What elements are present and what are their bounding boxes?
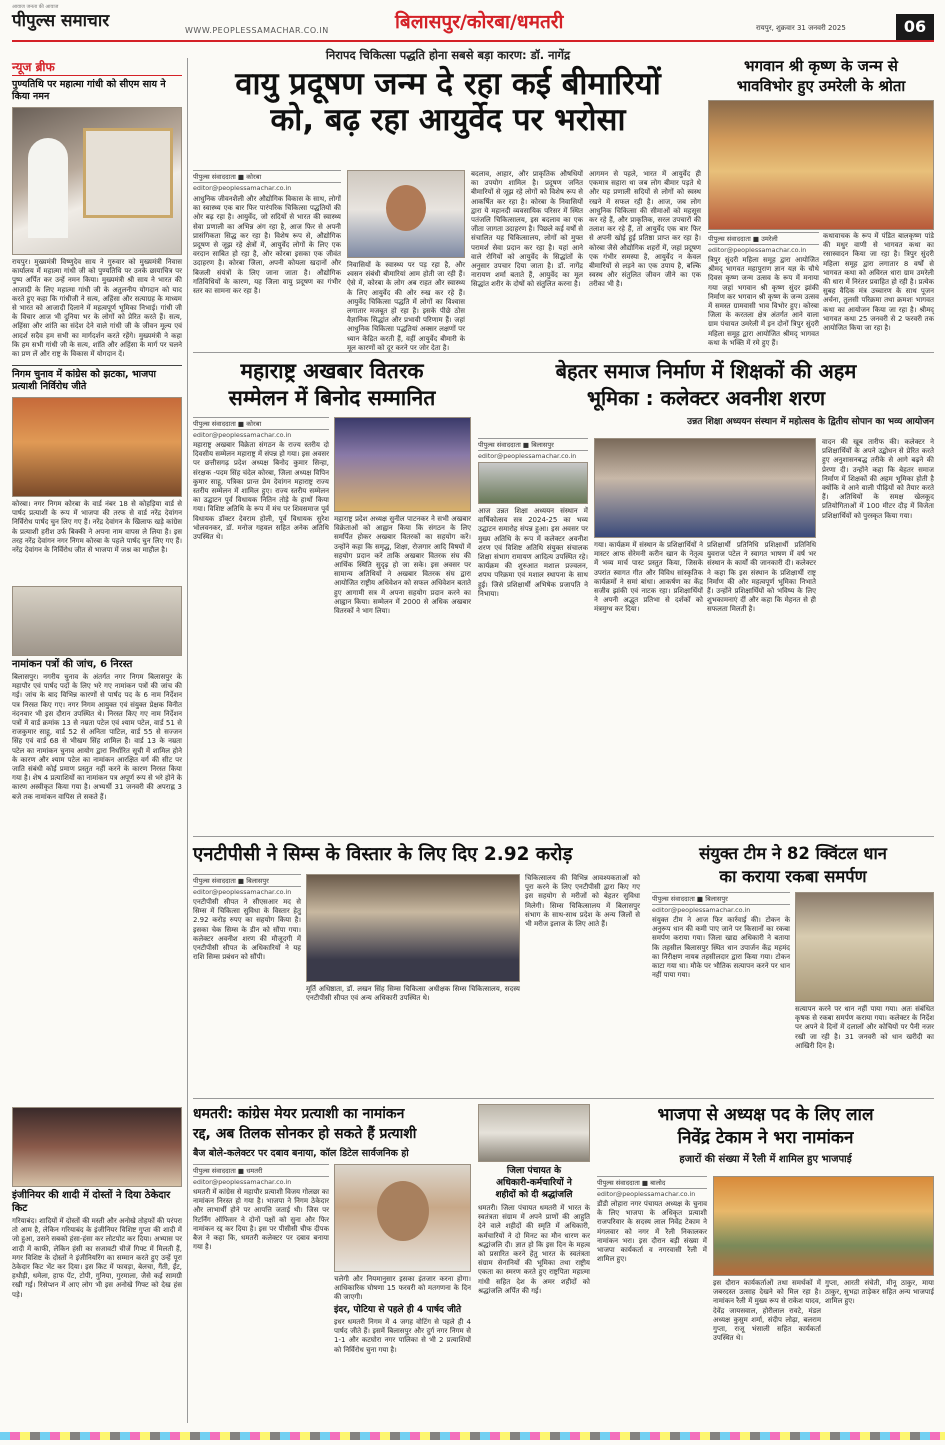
print-color-bar: [0, 1432, 945, 1440]
ayurveda-col4: आगमन से पहले, भारत में आयुर्वेद ही एकमात्र सहारा था जब लोग बीमार पड़ते थे और यह प्रणाली सदियों से लोगों को स्वस्थ रखने में सफल रही है। आज, जब लोग आधुनिक चिकित्सा की सीमाओं को महसूस कर रहे हैं, और प्राकृतिक, सरल उपचारों की तलाश कर रहे हैं, तो आयुर्वेद एक बार फिर से अपनी खोई हुई प्रतिष्ठा प्राप्त कर रहा है। कोरबा जैसे औद्योगिक शहरों में, जहां प्रदूषण एक गंभीर समस्या है, आयुर्वेद न केवल बीमारियों से लड़ने का एक उपाय है, बल्कि स्वस्थ और संतुलित जीवन जीने का एक तरीका भी है।: [589, 170, 701, 289]
teachers-col1: आज उन्नत शिक्षा अध्ययन संस्थान में वार्षिकोत्सव सत्र 2024-25 का भव्य उद्घाटन समारोह संपन्न हुआ। इस अवसर पर मुख्य अतिथि के रूप में कलेक्टर अवनीश शरण एवं विशिष्ट अतिथि संयुक्त संचालक शिक्षा संभाग रामायण आदित्य उपस्थित रहे। कार्यक्रम की शुरुआत मशाल प्रज्वलन, शपथ परिक्रमा एवं मशाल स्थापना के साथ हुई। जिसे प्रशिक्षार्थी अभिषेक प्रजापति ने निभाया।: [478, 507, 588, 598]
article-bjp-nomination: [597, 1104, 934, 1426]
logo: [12, 4, 162, 36]
site-url[interactable]: WWW.PEOPLESSAMACHAR.CO.IN: [185, 26, 329, 35]
ntpc-email: editor@peoplessamachar.co.in: [193, 888, 292, 896]
dhamtari-col3: इधर धमतरी निगम में 4 जगह वोटिंग से पहले ही 4 पार्षद जीते हैं। इसमें बिलासपुर और दुर्ग नगर निगम से 1-1 और कटघोरा नगर पालिका से भी 2 प्रत्याशियों को निर्विरोध चुना गया है।: [334, 1318, 471, 1354]
paddy-headline-2: का कराया रकबा समर्पण: [719, 867, 867, 886]
teachers-headline-1: बेहतर समाज निर्माण में शिक्षकों की अहम: [555, 359, 857, 383]
teachers-byline: पीपुल्स संवाददाता ■ बिलासपुर: [478, 438, 588, 451]
ntpc-headline: एनटीपीसी ने सिम्स के विस्तार के लिए दिए 2.92 करोड़: [193, 844, 573, 865]
dhamtari-sidehead: इंदर, पोटिया से पहले ही 4 पार्षद जीते: [334, 1305, 462, 1315]
teachers-col3: प्रशिक्षार्थी प्रतिनिधि प्रशिक्षार्थी प्रतिनिधि युवराज पटेल ने स्वागत भाषण में वर्ष भर संस्थान के कार्यों की जानकारी दी। कलेक्टर ने कहा कि इस संस्थान के प्रशिक्षार्थी राष्ट्र निर्माण की ओर महत्वपूर्ण भूमिका निभाते हैं। उन्होंने प्रशिक्षार्थियों को भविष्य के लिए शुभकामनाएं दीं और कहा कि मेहनत से ही सफलता मिलती है।: [707, 541, 816, 614]
doctor-photo: [347, 170, 465, 258]
ayurveda-headline-2: को, बढ़ रहा आयुर्वेद पर भरोसा: [270, 102, 626, 138]
page-number: 06: [896, 14, 934, 40]
article-ntpc: [193, 842, 645, 1094]
march-past-photo: [478, 462, 588, 504]
ayurveda-email: editor@peoplessamachar.co.in: [193, 184, 292, 192]
dhamtari-headline-1: धमतरी: कांग्रेस मेयर प्रत्याशी का नामांकन: [193, 1106, 405, 1122]
column-divider: [187, 58, 188, 1423]
brief3-headline: नामांकन पत्रों की जांच, 6 निरस्त: [12, 659, 133, 670]
tribute-headline-1: जिला पंचायत के: [506, 1166, 562, 1176]
ayurveda-col3: बदलाव, आहार, और प्राकृतिक औषधियों का उपयोग शामिल है। प्रदूषण जनित बीमारियों से जूझ रहे लोगों को विशेष रूप से आकर्षित कर रहा है। कोरबा के निवासियों द्वारा ये महानदी व्यवसायिक परिसर में स्थित पतंजलि चिकित्सालय, इस बदलाव का एक जीता जागता उदाहरण है। पिछले कई वर्षों से संचालित यह चिकित्सालय, लोगों को मुफ्त परामर्श सेवा प्रदान कर रहा है। यहां आने वाले रोगियों को आयुर्वेद के सिद्धांतों के अनुसार उपचार दिया जाता है। डॉ. नागेंद्र नारायण शर्मा बताते हैं, आयुर्वेद का मूल सिद्धांत शरीर के दोषों को संतुलित करना है।: [471, 170, 583, 289]
bjp-headline-1: भाजपा से अध्यक्ष पद के लिए लाल: [657, 1105, 874, 1125]
logo-small: आवाज जनता की आवाज: [12, 4, 59, 10]
distributors-headline-1: महाराष्ट्र अखबार वितरक: [240, 359, 424, 383]
krishna-col1: त्रिपुर सुंदरी महिला समूह द्वारा आयोजित श्रीमद् भागवत महापुराण ज्ञान यज्ञ के चौथे दिवस कृष्ण जन्म उत्सव के रूप में मनाया गया जहां भगवान श्री कृष्ण सुंदर झांकी निर्माण कर भगवान श्री कृष्ण के जन्म उत्सव में समस्त ग्रामवासी भाव विभोर हुए। कोरबा जिला के करतला क्षेत्र अंतर्गत आने वाला ग्राम पंचायत उमरेली में इन दोनों त्रिपुर सुंदरी महिला समूह द्वारा आयोजित श्रीमद् भागवत कथा के भक्ति में रमे हुए हैं।: [708, 256, 819, 347]
news-brief-label: न्यूज ब्रीफ: [12, 58, 182, 76]
masthead-rule: [12, 40, 934, 42]
bjp-email: editor@peoplessamachar.co.in: [597, 1190, 696, 1198]
devotees-photo: [708, 100, 934, 230]
tribute-headline-3: शहीदों को दी श्रद्धांजलि: [495, 1190, 573, 1200]
brief1-body: रायपुर। मुख्यमंत्री विष्णुदेव साय ने गुरुवार को मुख्यमंत्री निवास कार्यालय में महात्मा गांधी जी को पुण्यतिथि पर उनके छायाचित्र पर पुष्प अर्पित कर उन्हें नमन किया। मुख्यमंत्री श्री साय ने भारत की आजादी के लिए महात्मा गांधी जी के अतुलनीय योगदान को याद करते हुए कहा कि गांधीजी ने सत्य, अहिंसा और सत्याग्रह के माध्यम से भारत को आजादी दिलाने में महत्वपूर्ण भूमिका निभाई। गांधी जी के विचार आज भी दुनिया भर के लोगों को प्रेरित करते हैं। सत्य, अहिंसा और शांति का संदेश देने वाले गांधी जी के जीवन मूल्य एवं आदर्श सदैव हम सभी का मार्गदर्शन करते रहेंगे। मुख्यमंत्री ने कहा कि हम सभी गांधी जी के सत्य, शांति और अहिंसा के मार्ग पर चलने का प्रण लें और राष्ट्र के विकास में योगदान दें।: [12, 258, 182, 359]
wedding-kit-photo: [12, 1107, 182, 1187]
candidate-photo: [334, 1164, 471, 1272]
logo-text: पीपुल्स समाचार: [12, 11, 110, 31]
brief1-headline: पुण्यतिथि पर महात्मा गांधी को सीएम साय ने किया नमन: [12, 79, 166, 102]
cheque-handover-photo: [306, 874, 520, 982]
news-brief-column: [12, 58, 182, 1423]
krishna-headline-1: भगवान श्री कृष्ण के जन्म से: [744, 57, 898, 75]
article-krishna: [708, 56, 934, 348]
paddy-email: editor@peoplessamachar.co.in: [652, 906, 751, 914]
distributors-headline-2: सम्मेलन में बिनोद सम्मानित: [228, 386, 436, 410]
teachers-col2: गया। कार्यक्रम में संस्थान के प्रशिक्षार्थियों ने मास्टर आफ सेरेमनी करीन खान के नेतृत्व में भव्य मार्च पास्ट प्रस्तुत किया, जिसके उपरांत स्वागत गीत और विविध सांस्कृतिक कार्यक्रमों ने समां बांधा। आकर्षण का केंद्र सजीव झांकी एवं नाटक रहा। प्रशिक्षार्थियों ने अपनी अद्भुत प्रतिभा से दर्शकों को मंत्रमुग्ध कर दिया।: [594, 541, 703, 614]
issue-date: रायपुर, शुक्रवार 31 जनवरी 2025: [756, 24, 846, 32]
ntpc-byline: पीपुल्स संवाददाता ■ बिलासपुर: [193, 874, 301, 887]
tribute-headline-2: अधिकारी-कर्मचारियों ने: [496, 1178, 572, 1188]
ntpc-col2: चिकित्सालय की विभिन्न आवश्यकताओं को पूरा करने के लिए एनटीपीसी द्वारा किए गए इस सहयोग से मरीजों को बेहतर सुविधा मिलेगी। सिम्स चिकित्सालय में बिलासपुर संभाग के साथ-साथ प्रदेश के अन्य जिलों से भी मरीज इलाज के लिए आते हैं।: [525, 874, 640, 929]
ntpc-col1: एनटीपीसी सीपत ने सीएसआर मद से सिम्स में चिकित्सा सुविधा के विस्तार हेतु 2.92 करोड़ रुपए का सहयोग किया है। इसका चेक सिम्स के डीन को सौंपा गया। कलेक्टर अवनीश शरण की मौजूदगी में एनटीपीसी सीपत के अधिकारियों ने यह राशि सिम्स प्रबंधन को सौंपी।: [193, 898, 301, 962]
dhamtari-subhead: बैज बोले-कलेक्टर पर दबाव बनाया, कॉल डिटेल सार्वजनिक हो: [193, 1148, 409, 1159]
teachers-headline-2: भूमिका : कलेक्टर अवनीश शरण: [586, 386, 826, 410]
tribute-col1: धमतरी। जिला पंचायत धमतरी में भारत के स्वतंत्रता संग्राम में अपने प्राणों की आहुति देने वाले शहीदों की स्मृति में अधिकारी, कर्मचारियों ने दो मिनट का मौन धारण कर श्रद्धांजलि दी। ज्ञात हो कि इस दिन के महत्व को प्रसारित करने हेतु भारत के स्वतंत्रता संग्राम सेनानियों की भूमिका तथा राष्ट्रीय एकता का स्मरण करते हुए राष्ट्रपिता महात्मा गांधी सहित देश के अमर शहीदों को श्रद्धांजलि अर्पित की गई।: [478, 1204, 590, 1295]
dhamtari-email: editor@peoplessamachar.co.in: [193, 1178, 292, 1186]
bjp-col2: इस दौरान कार्यकर्ताओं तथा समर्थकों में जबरदस्त उत्साह देखने को मिल रहा है। नामांकन रैली में मुख्य रूप से राकेश यादव, देवेंद्र जायसवाल, होरीलाल रावटे, मंडल अध्यक्ष कुसुम शर्मा, संदीप लोढ़ा, बलराम गुप्ता, राजू भंसाली सहित कार्यकर्ता उपस्थित थे।: [713, 1279, 821, 1343]
teachers-email: editor@peoplessamachar.co.in: [478, 452, 577, 460]
nomination-scrutiny-photo: [12, 586, 182, 656]
distributors-col1: महाराष्ट्र अखबार विक्रेता संगठन के राज्य स्तरीय दो दिवसीय सम्मेलन महाराष्ट्र में संपन्न हो गया। इस अवसर पर छत्तीसगढ़ प्रदेश अध्यक्ष बिनोद कुमार सिन्हा, संरक्षक -पदम सिंह चंदेल कोरबा, जिला अध्यक्ष विपिन कुमार साहू, पत्रिका प्रान्त प्रेम देवांगन महाराष्ट्र राज्य स्तरीय सम्मेलन में शामिल हुए। राज्य स्तरीय सम्मेलन का उद्घाटन पूर्व विधायक नितिन तोड़े के हाथों किया गया। विशिष्ट अतिथि के रूप में मंच पर शिवसमाज पूर्व विधायक डॉक्टर देवराम होली, पूर्व विधायक सुरेश भोलवनकर, डॉ. मनोज गहवल सहित अनेक अतिथि उपस्थित थे।: [193, 441, 329, 542]
paddy-col1: संयुक्त टीम ने आज फिर कार्रवाई की। टोकन के अनुरूप धान की कमी पाए जाने पर किसानों का रकबा समर्पण कराया गया। जिला खाद्य अधिकारी ने बताया कि तहसील बिलासपुर स्थित धान उपार्जन केंद्र महमंद का निरीक्षण नायब तहसीलदार द्वारा किया गया। टोकन काटा गया था। मौके पर भौतिक सत्यापन करने पर धान नहीं पाया गया।: [652, 916, 790, 980]
teachers-col4: वादन की खूब तारीफ की। कलेक्टर ने प्रशिक्षार्थियों के अपने उद्बोधन से प्रेरित करते हुए अनुशासनबद्ध तरीके से आगे बढ़ने की प्रेरणा दी। उन्होंने कहा कि बेहतर समाज निर्माण में शिक्षकों की अहम भूमिका होती है क्योंकि वे आने वाली पीढ़ियों को तैयार करते हैं। अतिथियों के समक्ष खेलकूद प्रतियोगिताओं में 100 मीटर दौड़ में विजेता प्रशिक्षार्थियों को पुरस्कृत किया गया।: [822, 438, 934, 520]
distributors-col2: महाराष्ट्र प्रदेश अध्यक्ष सुनील पाटनकर ने सभी अखबार विक्रेताओं को आह्वान किया कि संगठन के लिए समर्पित होकर अखबार वितरकों का सहयोग करें। उन्होंने कहा कि समृद्ध, शिक्षा, रोजगार आदि विषयों में सहयोग प्रदान करें ताकि अखबार वितरक संघ की आर्थिक स्थिति सुदृढ़ हो जा सके। इस अवसर पर सामान्य अतिथियों ने अखबार वितरक संघ द्वारा आयोजित राष्ट्रीय अधिवेशन को सफल अधिवेशन बताते हुए आगामी सत्र में अपना सहयोग प्रदान करने का आह्वान किया। सम्मेलन में 2000 से अधिक अखबार वितरकों ने भाग लिया।: [334, 515, 471, 616]
collector-stage-photo: [594, 438, 816, 538]
brief2-headline: निगम चुनाव में कांग्रेस को झटका, भाजपा प्रत्याशी निर्विरोध जीते: [12, 369, 157, 392]
article-martyrs-tribute: [478, 1104, 590, 1426]
bjp-rally-photo: [713, 1176, 934, 1276]
brief4-body: गरियाबंद। शादियों में दोस्तों की मस्ती और अनोखे तोहफों की परंपरा तो आम है, लेकिन गरियाबंद के इंजीनियर विशिष्ट गुप्ता की शादी में जो हुआ, उसने सबको हंसा-हंसा कर लोटपोट कर दिया। अभ्यास पर शादी में काफी, लेकिन हंसी का सजावटी चीजें गिफ्ट में मिलती हैं, मगर विशिष्ट के दोस्तों ने इंजीनियरिंग का सम्मान करते हुए उन्हें पूरा ठेकेदार किट भेंट कर दिया। इस किट में फावड़ा, बेलचा, गैंती, ईंट, हथौड़ी, धमेला, हाफ पेंट, टोपी, गुनिया, गुरमाला, जैसे कई सामग्री रखी गई। रिसेप्शन में आए लोग भी इस अनोखे गिफ्ट को देख हंस पड़े।: [12, 1217, 182, 1299]
ayurveda-headline-1: वायु प्रदूषण जन्म दे रहा कई बीमारियों: [235, 66, 661, 102]
dhamtari-byline: पीपुल्स संवाददाता ■ धमतरी: [193, 1164, 329, 1177]
article-ayurveda: [193, 48, 703, 352]
bjp-byline: पीपुल्स संवाददाता ■ बालोद: [597, 1176, 707, 1189]
paddy-col2: सत्यापन करने पर धान नहीं पाया गया। अतः संबंधित कृषक से रकबा समर्पण कराया गया। कलेक्टर के निर्देश पर अपने वे दिनों में दलालों और कोचियों पर पैनी नजर रखी जा रही है। 31 जनवरी को धान खरीदी का आखिरी दिन है।: [795, 1005, 934, 1050]
distributors-email: editor@peoplessamachar.co.in: [193, 431, 292, 439]
ayurveda-col2: निवासियों के स्वास्थ्य पर पड़ रहा है, और श्वसन संबंधी बीमारियां आम होती जा रही हैं। ऐसे में, कोरबा के लोग अब राहत और स्वास्थ्य के लिए आयुर्वेद की ओर रुख कर रहे हैं। आयुर्वेद चिकित्सा पद्धति में लोगों का विश्वास लगातार मजबूत हो रहा है। इसके पीछे ठोस वैज्ञानिक सिद्धांत और प्रभावी परिणाम हैं। जहां आधुनिक चिकित्सा पद्धतियां अक्सर लक्षणों पर ध्यान केंद्रित करती हैं, वहीं आयुर्वेद बीमारी के मूल कारणों को दूर करने पर जोर देता है।: [347, 261, 465, 352]
paddy-headline-1: संयुक्त टीम ने 82 क्विंटल धान: [699, 844, 887, 863]
dhamtari-headline-2: रद्द, अब तिलक सोनकर हो सकते हैं प्रत्याशी: [193, 1126, 417, 1142]
edition-title: बिलासपुर/कोरबा/धमतरी: [395, 11, 564, 33]
paddy-bags-photo: [795, 892, 934, 1002]
bjp-col3: गुप्ता, आरती संचेती, मीनू ठाकुर, माया ठाकुर, सुभद्रा ताड़ेकर सहित अन्य भाजपाई शामिल हुए।: [825, 1279, 934, 1306]
article-distributors: [193, 358, 471, 832]
ayurveda-kicker: निरापद चिकित्सा पद्धति होना सबसे बड़ा कारण: डॉ. नागेंद्र: [325, 48, 571, 62]
article-dhamtari: [193, 1104, 471, 1426]
tribute-photo: [478, 1104, 590, 1162]
article-paddy: [652, 842, 934, 1094]
brief3-body: बिलासपुर। नगरीय चुनाव के अंतर्गत नगर निगम बिलासपुर के महापौर एवं पार्षद पदों के लिए भरे गए नामांकन पत्रों की जांच की गई। जांच के बाद विभिन्न कारणों से पार्षद पद के 6 नाम निर्देशन पत्र निरस्त किए गए। नगर निगम आयुक्त एवं संयुक्त प्रेक्षक विनीत नंदनवार भी इस दौरान उपस्थित थे। निरस्त किए गए नाम निर्देशन पत्रों में वार्ड क्रमांक 13 से नम्रता पटेल एवं श्याम पटेल, वार्ड 51 से राजकुमार साहू, वार्ड 52 से अनिता पाटिल, वार्ड 55 से सज्जन सिंह एवं वार्ड 68 से भीखम सिंह शामिल हैं। वार्ड 13 के नम्रता पटेल का नामांकन चुनाव आयोग द्वारा निर्धारित सूची में शामिल होने के कारण और श्याम पटेल का नामांकन आरक्षित वर्ग की सीट पर जाति संबंधी कोई प्रमाण प्रस्तुत नहीं करने के कारण निरस्त किया गया है। शेष 4 प्रत्याशियों का नामांकन पत्र अपूर्ण रूप से भरे होने के कारण अस्वीकृत किया गया है। अभ्यर्थी 31 जनवरी की अपराह्न 3 बजे तक नामांकन वापिस ले सकते हैं।: [12, 673, 182, 801]
krishna-email: editor@peoplessamachar.co.in: [708, 246, 807, 254]
distributors-byline: पीपुल्स संवाददाता ■ कोरबा: [193, 417, 329, 430]
dhamtari-col1: धमतरी में कांग्रेस से महापौर प्रत्याशी विजय गोलछा का नामांकन निरस्त हो गया है। भाजपा ने निगम ठेकेदार और लाभार्थी होने पर आपत्ति जताई थी। जिस पर रिटर्निंग ऑफिसर ने दोनों पक्षों को सुना और फिर नामांकन रद्द कर दिया है। इस पर पीसीसी चीफ दीपक बैज ने कहा कि, धमतरी कलेक्टर पर दबाव बनाया गया है।: [193, 1188, 329, 1252]
krishna-col2: कथावाचक के रूप में पंडित बालकृष्ण पांडे की मधुर वाणी से भागवत कथा का रसास्वादन किया जा रहा है। त्रिपुर सुंदरी महिला समूह द्वारा लगातार 8 वर्षों से भागवत कथा को अविरल धारा ग्राम उमरेली की धारा में निरंतर प्रवाहित हो रही है। प्रत्येक सुबह वैदिक मंत्र उच्चारण के साथ पूजन अर्चना, तुलसी परिक्रमा तथा क्रमशः भागवत कथा का आयोजन किया जा रहा है। श्रीमद् भागवत कथा 25 जनवरी से 2 फरवरी तक आयोजित किया जा रहा है।: [823, 232, 934, 333]
bjp-subhead: हजारों की संख्या में रैली में शामिल हुए भाजपाई: [679, 1154, 852, 1165]
dhamtari-col2: चलेगी और नियमानुसार इसका इंतजार करना होगा। आधिकारिक घोषणा 15 फरवरी को मतगणना के दिन की जाएगी।: [334, 1275, 471, 1302]
bjp-headline-2: निवेंद्र टेकाम ने भरा नामांकन: [677, 1128, 854, 1148]
brief2-body: कोरबा। नगर निगम कोरबा के वार्ड नंबर 18 से कोहड़िया वार्ड से पार्षद प्रत्याशी के रूप में भाजपा की तरफ से वार्ड नरेंद्र देवांगन निर्विरोध पार्षद चुन लिए गए हैं। नरेंद्र देवांगन के खिलाफ खड़े कांग्रेस के प्रत्याशी हरीश उर्फ बिक्की ने अपना नाम वापस ले लिया है। इस तरह नरेंद्र देवांगन नगर निगम कोरबा के पहले पार्षद चुन लिए गए हैं। नरेंद्र देवांगन के निर्विरोध जीत से भाजपा में जश्न का माहौल है।: [12, 500, 182, 555]
ntpc-caption: मूर्ति अधिष्ठाता, डॉ. लखन सिंह सिम्स चिकित्सा अधीक्षक सिम्स चिकित्सालय, सदस्य एनटीपीसी सीपत एवं अन्य अधिकारी उपस्थित थे।: [306, 985, 520, 1003]
teachers-subhead: उन्नत शिक्षा अध्ययन संस्थान में महोत्सव के द्वितीय सोपान का भव्य आयोजन: [687, 417, 934, 427]
councillor-photo: [12, 397, 182, 497]
ayurveda-byline: पीपुल्स संवाददाता ■ कोरबा: [193, 170, 341, 183]
gandhi-tribute-photo: [12, 107, 182, 255]
paddy-byline: पीपुल्स संवाददाता ■ बिलासपुर: [652, 892, 790, 905]
masthead: [0, 0, 945, 44]
article-teachers: [478, 358, 934, 832]
krishna-byline: पीपुल्स संवाददाता ■ उमरेली: [708, 232, 819, 245]
ayurveda-col1: आधुनिक जीवनशैली और औद्योगिक विकास के साथ, लोगों का स्वास्थ्य एक बार फिर पारंपरिक चिकित्सा पद्धतियों की ओर बढ़ रहा है। आयुर्वेद, जो सदियों से भारत की स्वास्थ्य सेवा प्रणाली का अभिन्न अंग रहा है, आज फिर से अपनी प्रासंगिकता सिद्ध कर रहा है। विशेष रूप से, औद्योगिक प्रदूषण से जूझ रहे क्षेत्रों में, आयुर्वेद लोगों के लिए एक वरदान साबित हो रहा है, और कोरबा इसका एक जीवंत उदाहरण है। कोरबा जिला, अपनी कोयला खदानों और बिजली संयंत्रों के लिए जाना जाता है। औद्योगिक गतिविधियों के कारण, यह जिला वायु प्रदूषण का गंभीर स्तर का सामना कर रहा है।: [193, 195, 341, 296]
krishna-headline-2: भावविभोर हुए उमरेली के श्रोता: [736, 77, 906, 95]
bjp-col1: डौंडी लोहारा नगर पंचायत अध्यक्ष के चुनाव के लिए भाजपा के अधिकृत प्रत्याशी राजपरिवार के सदस्य लाल निवेंद्र टेकाम ने मंगलवार को नगर में रैली निकालकर नामांकन भरा। इस दौरान बड़ी संख्या में भाजपा कार्यकर्ता व नगरवासी रैली में शामिल हुए।: [597, 1200, 707, 1264]
felicitation-photo: [334, 417, 471, 512]
brief4-headline: इंजीनियर की शादी में दोस्तों ने दिया ठेकेदार किट: [12, 1190, 171, 1214]
